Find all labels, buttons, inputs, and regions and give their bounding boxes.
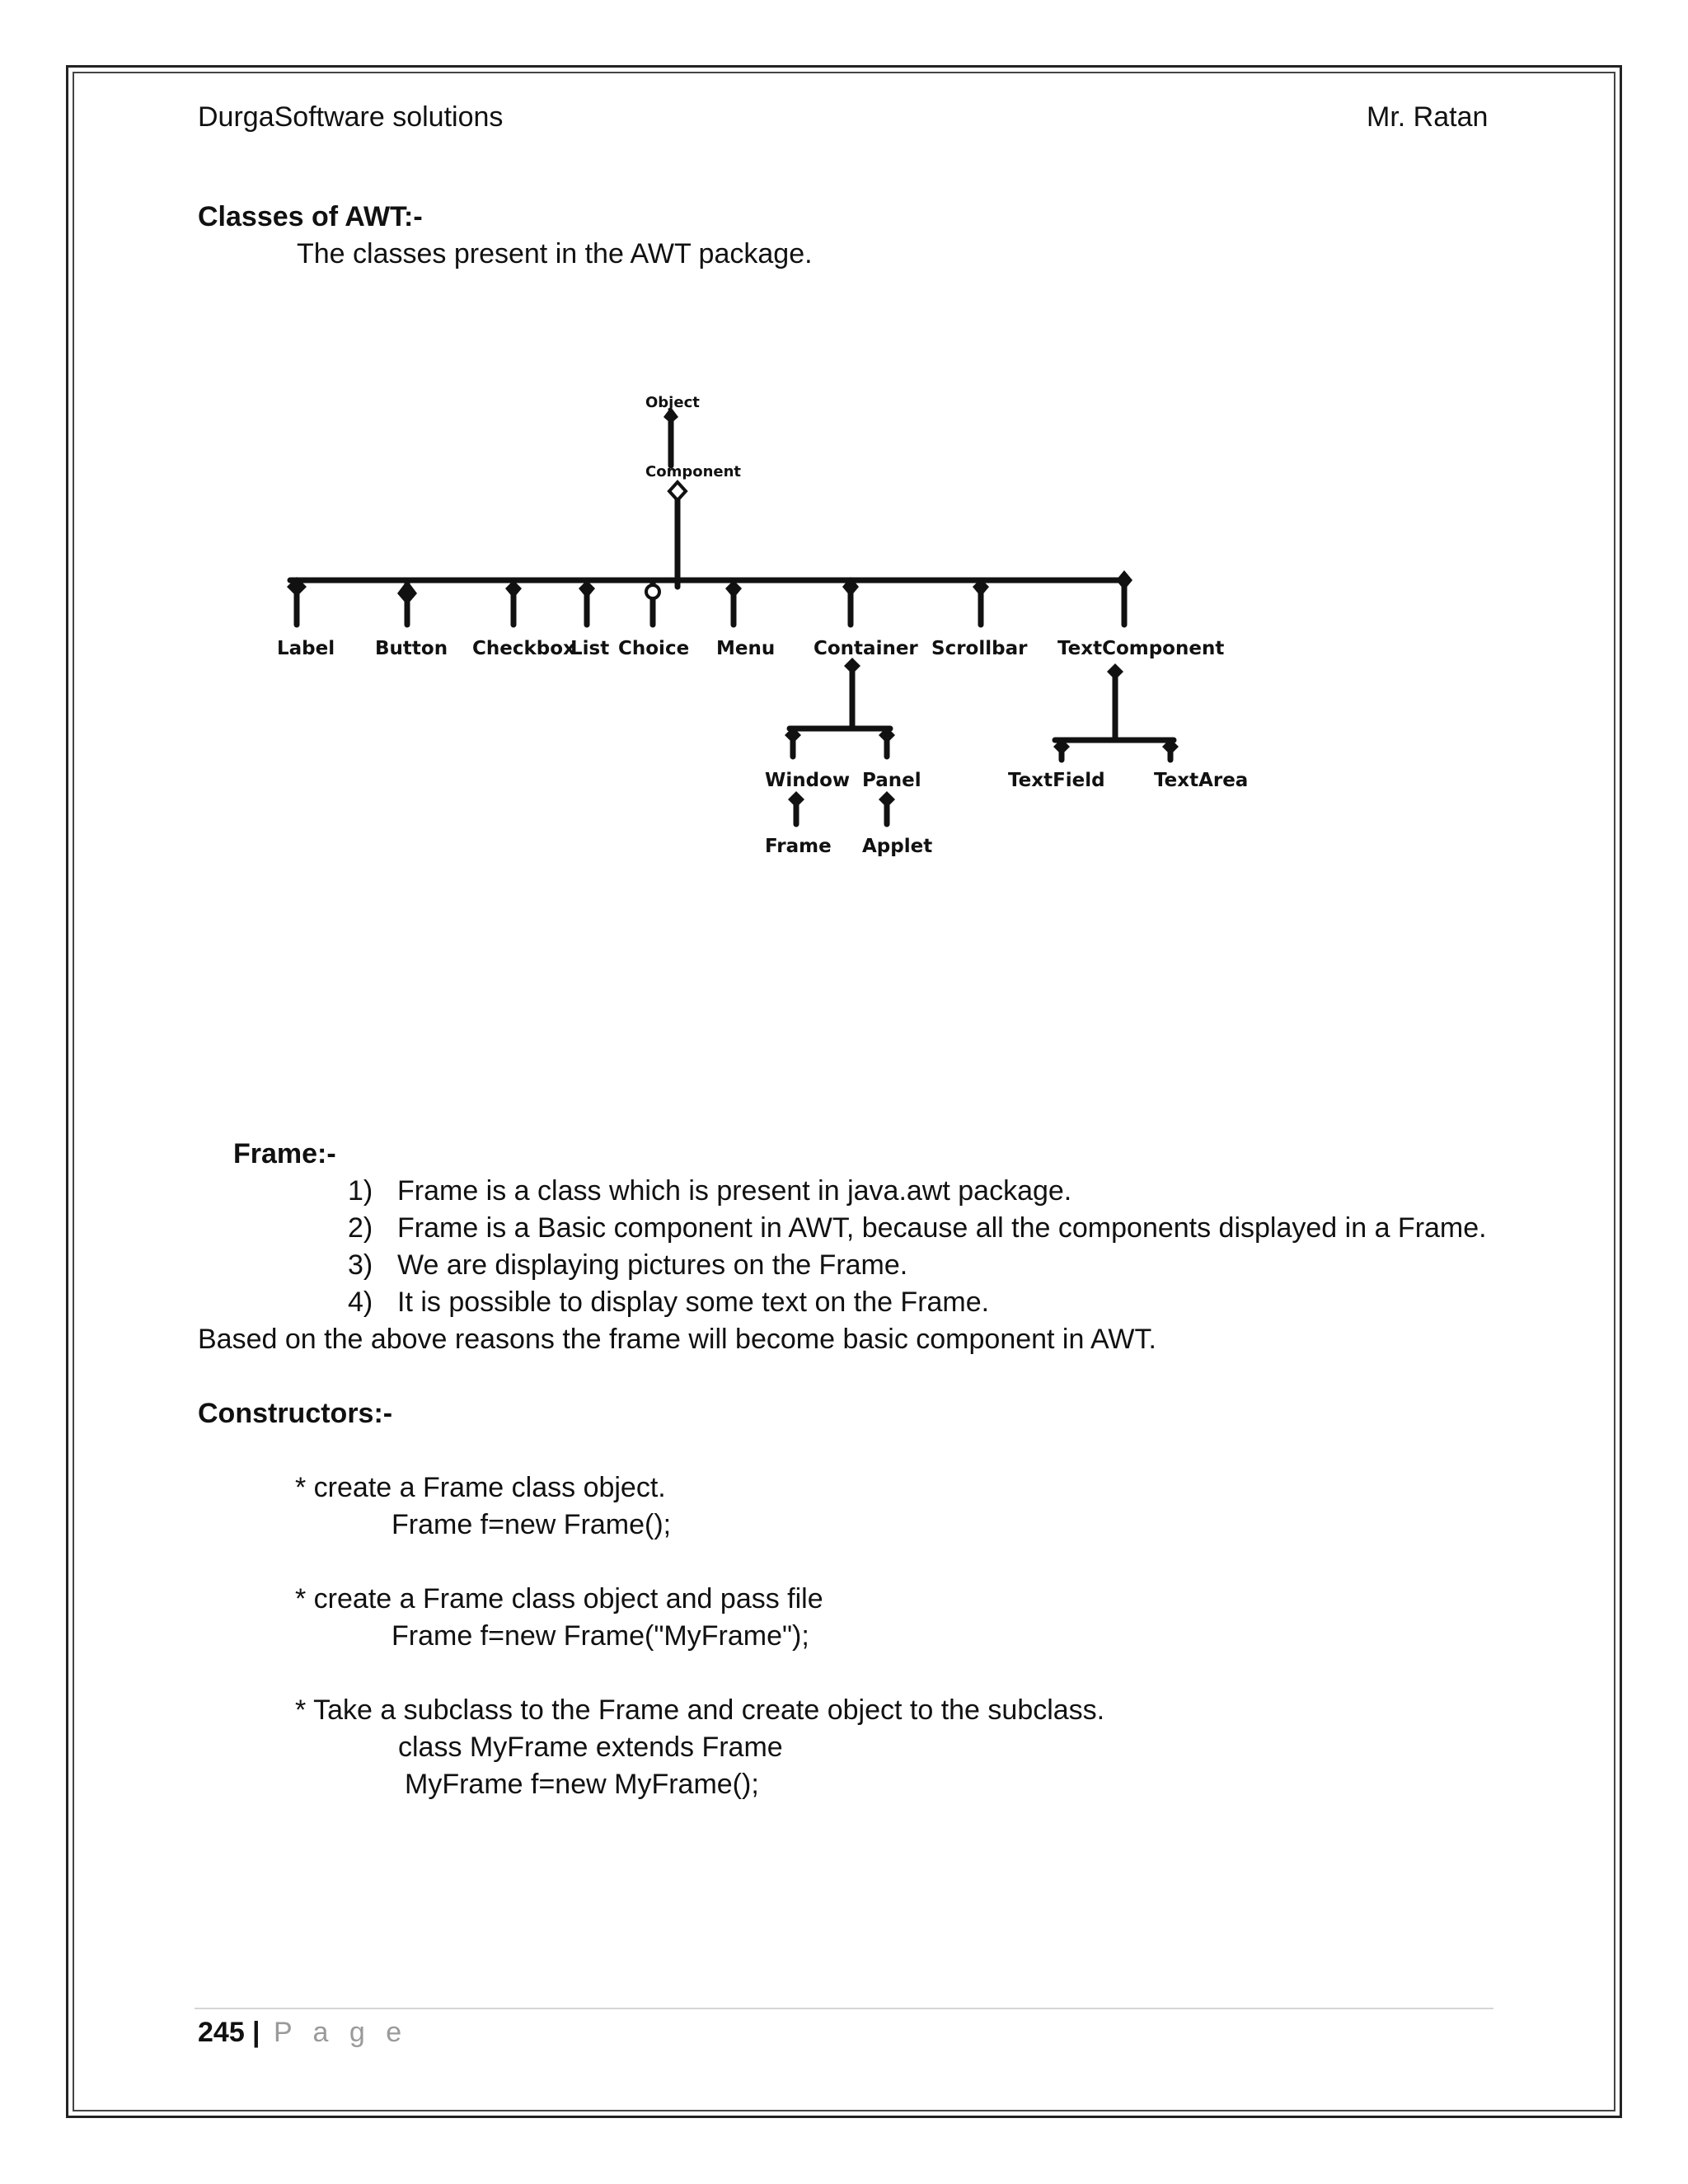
constructor-3-code-1: class MyFrame extends Frame — [398, 1732, 783, 1763]
constructor-1-code: Frame f=new Frame(); — [392, 1509, 672, 1540]
frame-summary: Based on the above reasons the frame will become basic component in AWT. — [198, 1324, 1156, 1355]
header-right: Mr. Ratan — [1367, 101, 1489, 133]
list-item-2: Frame is a Basic component in AWT, because all the components displayed in a Frame. — [397, 1212, 1487, 1244]
node-button: Button — [375, 638, 448, 659]
page-separator: | — [252, 2017, 260, 2048]
node-textfield: TextField — [1008, 770, 1105, 791]
node-object: Object — [645, 394, 700, 411]
node-menu: Menu — [716, 638, 776, 659]
node-window: Window — [765, 770, 851, 791]
header-left: DurgaSoftware solutions — [198, 101, 504, 133]
list-number-1: 1) — [348, 1175, 373, 1207]
page-word: P a g e — [274, 2017, 409, 2048]
node-applet: Applet — [862, 836, 933, 857]
node-list: List — [570, 638, 610, 659]
page-number: 245 — [198, 2017, 245, 2048]
node-scrollbar: Scrollbar — [931, 638, 1028, 659]
list-item-4: It is possible to display some text on the Frame. — [397, 1286, 990, 1318]
section-heading-frame: Frame:- — [233, 1138, 336, 1169]
list-number-4: 4) — [348, 1286, 373, 1318]
node-textcomponent: TextComponent — [1057, 638, 1225, 659]
constructor-2-code: Frame f=new Frame("MyFrame"); — [392, 1620, 809, 1652]
node-container: Container — [814, 638, 918, 659]
footer-divider — [195, 2008, 1493, 2009]
constructor-3-code-2: MyFrame f=new MyFrame(); — [405, 1769, 759, 1800]
node-textarea: TextArea — [1154, 770, 1249, 791]
node-label: Label — [277, 638, 335, 659]
node-frame: Frame — [765, 836, 832, 857]
classes-intro: The classes present in the AWT package. — [297, 238, 813, 269]
node-checkbox: Checkbox — [472, 638, 575, 659]
node-choice: Choice — [618, 638, 690, 659]
node-component: Component — [645, 463, 742, 480]
constructor-3-desc: * Take a subclass to the Frame and create object to the subclass. — [295, 1694, 1105, 1726]
list-number-3: 3) — [348, 1249, 373, 1281]
awt-hierarchy-diagram — [0, 0, 1688, 907]
list-item-1: Frame is a class which is present in java.awt package. — [397, 1175, 1072, 1207]
constructor-2-desc: * create a Frame class object and pass file — [295, 1583, 823, 1615]
constructor-1-desc: * create a Frame class object. — [295, 1472, 666, 1503]
section-heading-classes: Classes of AWT:- — [198, 201, 423, 232]
list-item-3: We are displaying pictures on the Frame. — [397, 1249, 908, 1281]
node-panel: Panel — [862, 770, 921, 791]
list-number-2: 2) — [348, 1212, 373, 1244]
section-heading-constructors: Constructors:- — [198, 1398, 393, 1429]
